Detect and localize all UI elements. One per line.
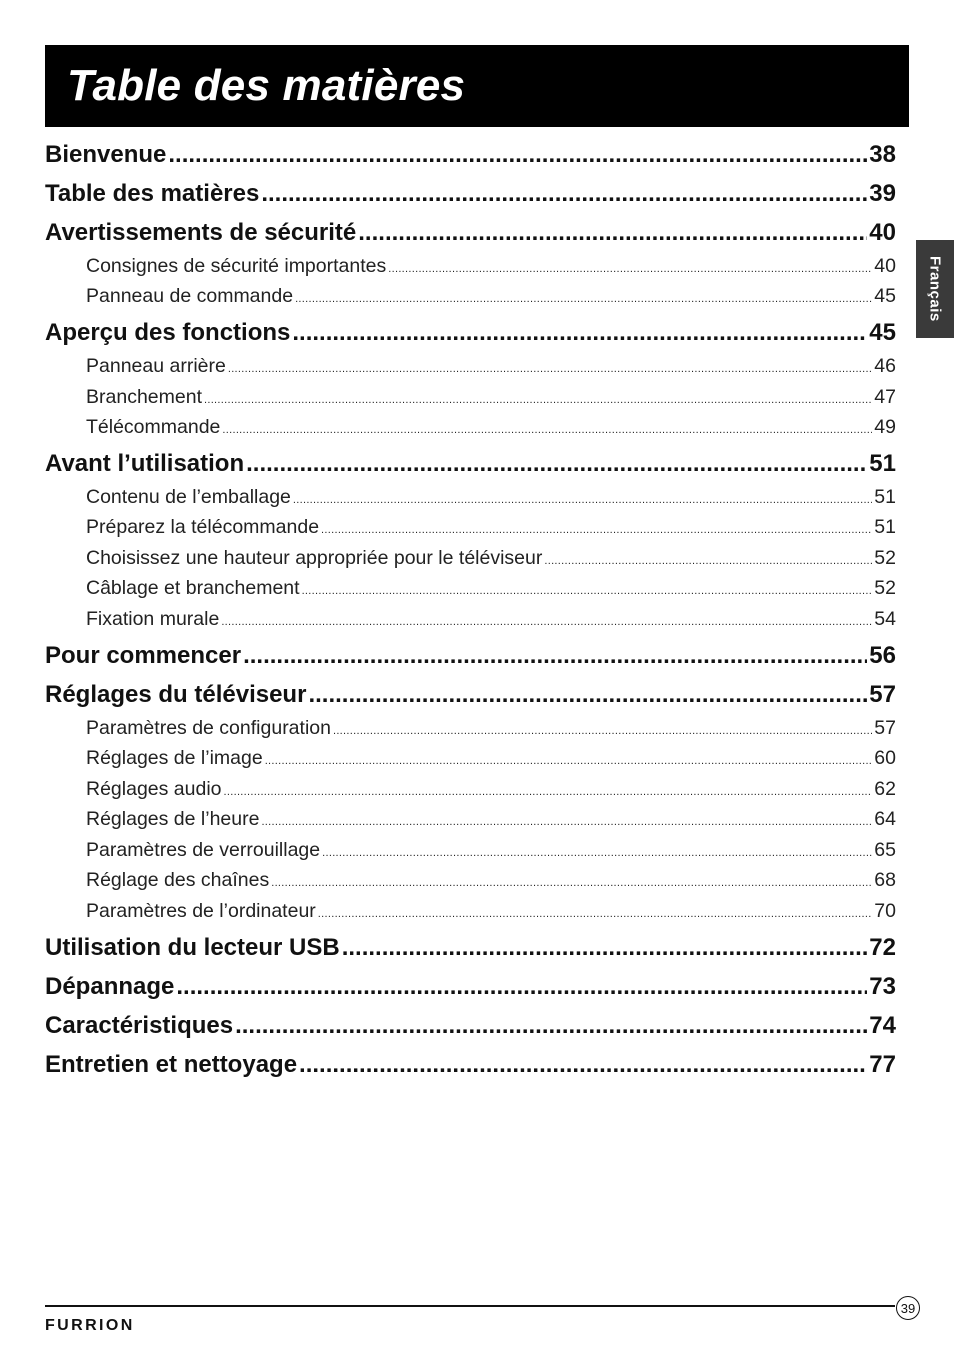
toc-subsection[interactable] xyxy=(45,414,896,440)
toc-entry-page: 72 xyxy=(869,934,896,961)
toc-entry-page: 52 xyxy=(874,577,896,599)
toc-subsection[interactable] xyxy=(45,253,896,279)
title-bar xyxy=(45,45,909,127)
toc-section[interactable] xyxy=(45,933,896,963)
toc-entry-page: 38 xyxy=(869,141,896,168)
toc-subsection[interactable] xyxy=(45,867,896,893)
toc-dot-leader xyxy=(544,548,872,574)
toc-section[interactable] xyxy=(45,641,896,671)
toc-entry-title: Avant l’utilisation xyxy=(45,450,245,477)
toc-subsection[interactable] xyxy=(45,384,896,410)
toc-section[interactable] xyxy=(45,1050,896,1080)
toc-dot-leader xyxy=(265,748,873,774)
toc-dot-leader xyxy=(246,449,867,479)
toc-dot-leader xyxy=(333,718,872,744)
toc-entry-title: Paramètres de verrouillage xyxy=(86,839,321,861)
toc-dot-leader xyxy=(388,256,872,282)
toc-entry-title: Fixation murale xyxy=(86,608,220,630)
toc-subsection[interactable] xyxy=(45,484,896,510)
toc-section[interactable] xyxy=(45,218,896,248)
toc-dot-leader xyxy=(358,218,867,248)
language-tab[interactable] xyxy=(916,240,954,338)
toc-subsection[interactable] xyxy=(45,837,896,863)
toc-entry-title: Réglages audio xyxy=(86,778,222,800)
toc-subsection[interactable] xyxy=(45,776,896,802)
toc-entry-title: Caractéristiques xyxy=(45,1012,234,1039)
toc-dot-leader xyxy=(292,318,867,348)
toc-entry-title: Utilisation du lecteur USB xyxy=(45,934,340,961)
toc-subsection[interactable] xyxy=(45,898,896,924)
toc-subsection[interactable] xyxy=(45,353,896,379)
page-title: Table des matières xyxy=(67,61,466,110)
toc-entry-title: Câblage et branchement xyxy=(86,577,300,599)
language-tab-label: Français xyxy=(926,256,944,322)
toc-entry-title: Aperçu des fonctions xyxy=(45,319,291,346)
toc-entry-title: Réglages de l’heure xyxy=(86,808,260,830)
toc-entry-page: 45 xyxy=(874,285,896,307)
toc-entry-title: Paramètres de configuration xyxy=(86,717,331,739)
toc-subsection[interactable] xyxy=(45,806,896,832)
toc-dot-leader xyxy=(176,972,867,1002)
toc-dot-leader xyxy=(221,609,872,635)
toc-entry-page: 65 xyxy=(874,839,896,861)
toc-entry-page: 40 xyxy=(869,219,896,246)
toc-entry-page: 40 xyxy=(874,255,896,277)
toc-entry-title: Paramètres de l’ordinateur xyxy=(86,900,316,922)
toc-section[interactable] xyxy=(45,449,896,479)
toc-dot-leader xyxy=(222,417,872,443)
toc-entry-page: 51 xyxy=(874,486,896,508)
toc-entry-title: Contenu de l’emballage xyxy=(86,486,291,508)
toc-entry-page: 77 xyxy=(869,1051,896,1078)
toc-entry-page: 62 xyxy=(874,778,896,800)
toc-entry-page: 57 xyxy=(874,717,896,739)
toc-entry-page: 57 xyxy=(869,681,896,708)
toc-entry-title: Avertissements de sécurité xyxy=(45,219,357,246)
toc-entry-page: 39 xyxy=(869,180,896,207)
toc-dot-leader xyxy=(224,779,873,805)
toc-entry-title: Réglage des chaînes xyxy=(86,869,270,891)
toc-subsection[interactable] xyxy=(45,514,896,540)
toc-dot-leader xyxy=(308,680,867,710)
toc-entry-page: 64 xyxy=(874,808,896,830)
toc-entry-page: 46 xyxy=(874,355,896,377)
toc-dot-leader xyxy=(204,387,872,413)
toc-entry-title: Consignes de sécurité importantes xyxy=(86,255,387,277)
toc-subsection[interactable] xyxy=(45,606,896,632)
toc-entry-page: 74 xyxy=(869,1012,896,1039)
toc-section[interactable] xyxy=(45,1011,896,1041)
toc-dot-leader xyxy=(228,356,872,382)
toc-entry-page: 51 xyxy=(874,516,896,538)
toc-entry-page: 56 xyxy=(869,642,896,669)
toc-entry-title: Préparez la télécommande xyxy=(86,516,320,538)
toc-dot-leader xyxy=(299,1050,867,1080)
toc-entry-title: Pour commencer xyxy=(45,642,242,669)
toc-dot-leader xyxy=(321,517,872,543)
toc-subsection[interactable] xyxy=(45,715,896,741)
toc-subsection[interactable] xyxy=(45,745,896,771)
toc-entry-title: Table des matières xyxy=(45,180,260,207)
toc-entry-title: Dépannage xyxy=(45,973,175,1000)
toc-section[interactable] xyxy=(45,680,896,710)
toc-subsection[interactable] xyxy=(45,283,896,309)
toc-entry-page: 73 xyxy=(869,973,896,1000)
toc-section[interactable] xyxy=(45,179,896,209)
toc-entry-title: Panneau de commande xyxy=(86,285,294,307)
toc-subsection[interactable] xyxy=(45,575,896,601)
toc-entry-title: Bienvenue xyxy=(45,141,167,168)
toc-dot-leader xyxy=(243,641,867,671)
toc-dot-leader xyxy=(295,286,872,312)
toc-entry-page: 70 xyxy=(874,900,896,922)
toc-dot-leader xyxy=(261,809,872,835)
toc-entry-title: Réglages de l’image xyxy=(86,747,263,769)
toc-entry-page: 47 xyxy=(874,386,896,408)
toc-entry-page: 45 xyxy=(869,319,896,346)
toc-dot-leader xyxy=(168,140,867,170)
brand-logo: FURRION xyxy=(45,1317,135,1334)
toc-entry-title: Réglages du téléviseur xyxy=(45,681,307,708)
page-number: 39 xyxy=(896,1296,920,1320)
toc-entry-page: 49 xyxy=(874,416,896,438)
toc-section[interactable] xyxy=(45,140,896,170)
toc-dot-leader xyxy=(318,901,873,927)
toc-entry-page: 68 xyxy=(874,869,896,891)
toc-entry-page: 60 xyxy=(874,747,896,769)
toc-entry-page: 52 xyxy=(874,547,896,569)
toc-section[interactable] xyxy=(45,318,896,348)
toc-entry-title: Panneau arrière xyxy=(86,355,226,377)
toc-section[interactable] xyxy=(45,972,896,1002)
toc-dot-leader xyxy=(271,870,872,896)
toc-entry-title: Choisissez une hauteur appropriée pour le téléviseur xyxy=(86,547,543,569)
toc-entry-title: Télécommande xyxy=(86,416,221,438)
toc-dot-leader xyxy=(342,933,868,963)
toc-entry-page: 54 xyxy=(874,608,896,630)
toc-subsection[interactable] xyxy=(45,545,896,571)
toc-dot-leader xyxy=(293,487,872,513)
toc-entry-page: 51 xyxy=(869,450,896,477)
toc-dot-leader xyxy=(302,578,873,604)
toc-dot-leader xyxy=(261,179,867,209)
toc-entry-title: Entretien et nettoyage xyxy=(45,1051,298,1078)
toc-dot-leader xyxy=(235,1011,867,1041)
toc-entry-title: Branchement xyxy=(86,386,202,408)
toc-dot-leader xyxy=(322,840,872,866)
footer-divider xyxy=(45,1305,895,1307)
